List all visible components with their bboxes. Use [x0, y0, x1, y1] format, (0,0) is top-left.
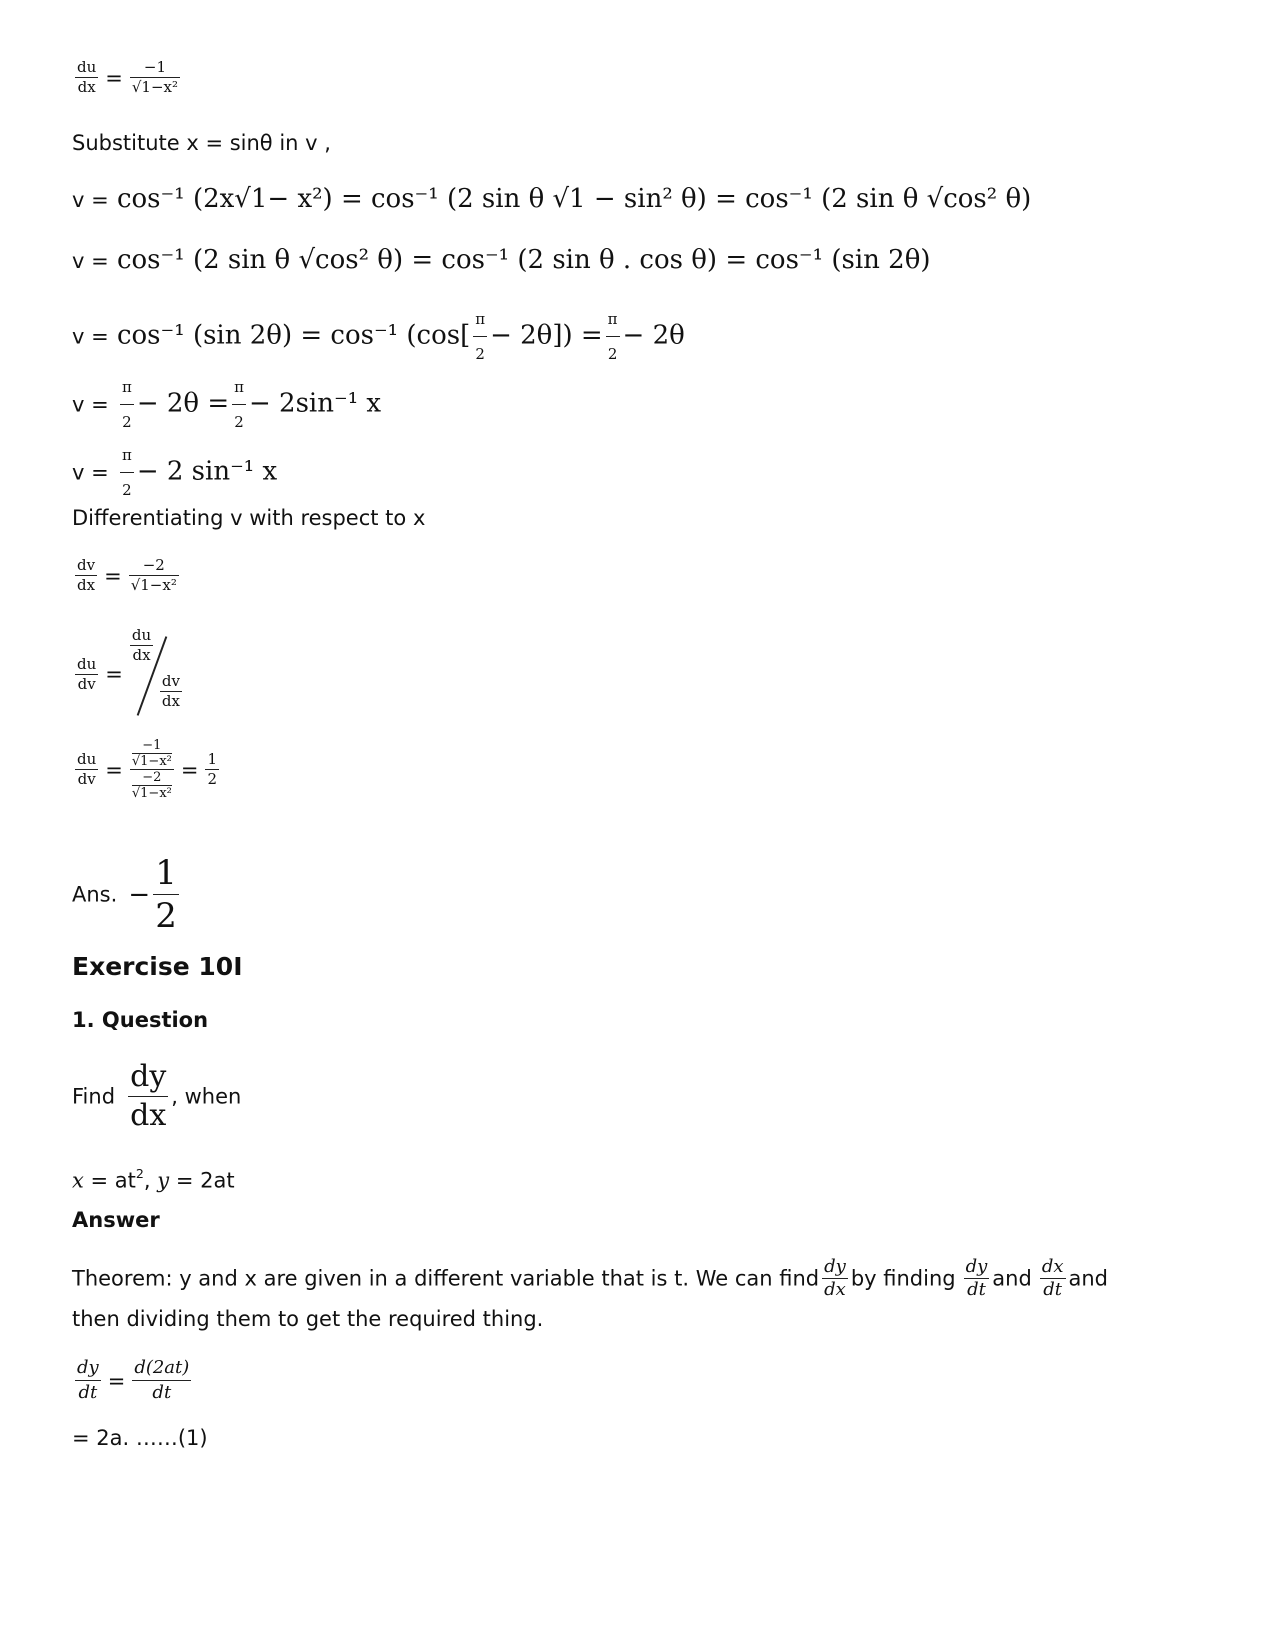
denominator: 2: [122, 413, 132, 431]
v-expression-a: − 2θ =: [136, 388, 230, 419]
answer-heading: Answer: [72, 1208, 160, 1232]
dy-dt-equation: $\frac{dy}{dt}$ = $\frac{d(2at)}{dt}$: [77, 1357, 190, 1403]
v-line-2: [72, 243, 930, 278]
numerator: dy: [128, 1058, 168, 1097]
v-prefix: v =: [72, 460, 109, 485]
fraction-rhs: [129, 556, 179, 595]
find-text: Find: [72, 1084, 116, 1109]
find-line: [72, 1058, 241, 1135]
v-prefix: v =: [72, 392, 109, 417]
denominator: dx: [77, 576, 96, 594]
ans-label: Ans.: [72, 882, 118, 907]
numerator: π: [606, 302, 620, 337]
differentiating-text: Differentiating v with respect to x: [72, 506, 426, 530]
v-prefix: v =: [72, 188, 109, 212]
pi-over-2-fraction: [120, 370, 134, 439]
fraction-d2at-dt: [132, 1356, 191, 1405]
v-expression: cos⁻¹ (2x√1− x²) = cos⁻¹ (2 sin θ √1 − sin² θ) = cos⁻¹ (2 sin θ √cos² θ): [116, 184, 1032, 214]
compound-numerator: [130, 738, 174, 770]
theorem-text: Theorem: y and x are given in a different variable that is t. We can find: [72, 1266, 820, 1291]
numerator: −2: [129, 556, 179, 576]
v-line-4: [72, 370, 381, 439]
denominator: dx: [161, 692, 180, 710]
denominator: 2: [207, 770, 218, 788]
compound-denominator: [130, 770, 174, 801]
v-prefix: v =: [72, 249, 109, 273]
v-expression: cos⁻¹ (2 sin θ √cos² θ) = cos⁻¹ (2 sin θ . cos θ) = cos⁻¹ (sin 2θ): [116, 245, 931, 275]
dy-dx-fraction: [822, 1256, 848, 1301]
inner-bottom-numerator: −2: [132, 770, 172, 786]
du-dv-result-equation: $\frac{du}{dv}$ = −1 √1−x² −2 √1−x² = $\frac{1}{2}$: [77, 738, 218, 801]
fraction-dy-dt: [75, 1356, 101, 1405]
dv-dx-equation: $\frac{dv}{dx}$ = $\frac{-2}{\text{√1−x²}}$: [77, 556, 177, 594]
dx-dt-fraction: [1040, 1256, 1066, 1301]
when-text: , when: [171, 1084, 242, 1109]
given-line: [72, 1160, 235, 1194]
theorem-text: and: [992, 1266, 1032, 1291]
compound-fraction: [130, 738, 174, 801]
numerator: 1: [207, 750, 218, 768]
numerator: π: [120, 370, 134, 405]
denominator: dx: [130, 1098, 167, 1133]
numerator: dy: [965, 1256, 988, 1277]
question-heading: 1. Question: [72, 1008, 209, 1032]
v-expression-a: cos⁻¹ (sin 2θ) = cos⁻¹ (cos[: [116, 320, 471, 351]
v-expression-b: − 2θ]) =: [490, 320, 603, 351]
numerator: π: [120, 438, 134, 473]
denominator: √1−x²: [130, 576, 177, 594]
fraction-rhs: [130, 58, 180, 97]
denominator: dt: [1043, 1279, 1063, 1300]
denominator: dx: [132, 646, 151, 664]
denominator: dx: [824, 1279, 846, 1300]
pi-over-2-fraction: [606, 302, 620, 371]
v-prefix: v =: [72, 324, 109, 349]
numerator: d(2at): [132, 1356, 191, 1381]
y-variable: y: [157, 1168, 170, 1193]
ans-sign: −: [128, 879, 151, 910]
fraction-dv-dx: [75, 556, 97, 595]
denominator: dt: [967, 1279, 986, 1300]
denominator: 2: [234, 413, 244, 431]
theorem-line-2: then dividing them to get the required thing.: [72, 1307, 544, 1331]
numerator: du: [77, 750, 97, 768]
denominator: dv: [77, 674, 96, 693]
numerator: dx: [1041, 1256, 1064, 1277]
denominator: 2: [122, 481, 132, 499]
denominator: dv: [77, 770, 96, 788]
numerator: du: [131, 626, 152, 644]
dy-dx-fraction: [128, 1058, 168, 1135]
numerator: 1: [155, 853, 177, 893]
ans-line: [72, 852, 182, 937]
comma: ,: [143, 1168, 151, 1193]
fraction-du-dv: [75, 655, 98, 694]
numerator: du: [77, 58, 97, 76]
numerator: −1: [130, 58, 180, 78]
denominator: 2: [607, 345, 618, 363]
v-line-1: [72, 182, 1031, 217]
fraction-du-dx: [75, 58, 98, 97]
numerator: dv: [161, 672, 180, 690]
numerator: dy: [75, 1356, 101, 1381]
theorem-line-1: [72, 1256, 1108, 1301]
exercise-heading: Exercise 10I: [72, 952, 243, 981]
numerator: dv: [77, 556, 96, 574]
pi-over-2-fraction: [120, 438, 134, 507]
v-line-5: [72, 438, 277, 507]
denominator: √1−x²: [131, 78, 179, 96]
theorem-text: by finding: [850, 1266, 956, 1291]
fraction-result: [205, 750, 219, 789]
v-expression-a: − 2 sin⁻¹ x: [136, 456, 278, 487]
v-line-3: [72, 302, 685, 371]
numerator: π: [232, 370, 246, 405]
inner-top-numerator: −1: [132, 738, 172, 754]
ans-fraction: [153, 852, 179, 937]
theorem-text: and: [1068, 1266, 1109, 1291]
numerator: π: [473, 302, 487, 337]
fraction-dv-dx: [160, 672, 182, 711]
numerator: dy: [824, 1256, 846, 1277]
inner-bottom-denominator: √1−x²: [131, 786, 172, 801]
v-expression-c: − 2θ: [622, 320, 685, 351]
du-dv-ratio-equation: $\frac{du}{dv}$ = $\frac{du}{dx}$ $\frac{dv}{dx}$: [72, 626, 197, 722]
slash-fraction: [127, 626, 197, 722]
denominator: 2: [475, 345, 485, 363]
dy-dt-fraction: [964, 1256, 990, 1301]
fraction-du-dv: [75, 750, 98, 789]
inner-top-denominator: √1−x²: [131, 754, 172, 769]
v-expression-b: − 2sin⁻¹ x: [248, 388, 382, 419]
fraction-du-dx: [130, 626, 153, 665]
substitute-text: Substitute x = sinθ in v ,: [72, 131, 331, 155]
x-exponent: 2: [135, 1166, 144, 1181]
y-rhs: = 2at: [175, 1168, 235, 1193]
x-variable: x: [72, 1168, 84, 1193]
du-dx-equation: $\frac{du}{dx}$ = $\frac{-1}{\text{√1−x²}}$: [77, 58, 179, 96]
numerator: du: [77, 654, 97, 673]
result-line: = 2a. ……(1): [72, 1426, 208, 1450]
denominator: dx: [77, 78, 96, 96]
pi-over-2-fraction: [232, 370, 246, 439]
denominator: dt: [152, 1382, 172, 1403]
denominator: dt: [78, 1382, 98, 1403]
x-rhs: = at: [90, 1168, 136, 1193]
denominator: 2: [155, 896, 177, 936]
pi-over-2-fraction: [473, 302, 487, 371]
